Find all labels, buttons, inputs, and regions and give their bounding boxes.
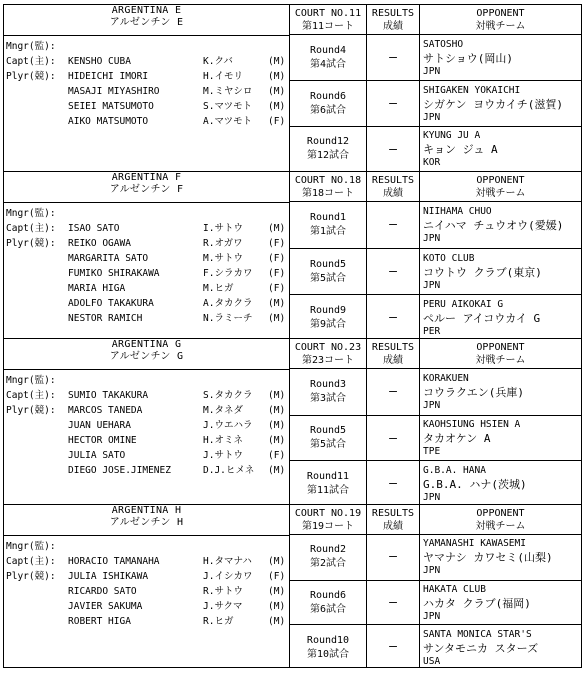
player-name-kana: D.J.ヒメネ xyxy=(203,465,255,476)
opponent-cell xyxy=(420,460,581,506)
results-header xyxy=(367,505,419,535)
court-column xyxy=(290,172,367,339)
player-name: KENSHO CUBA xyxy=(68,56,131,67)
opponent-name-jp: キョン ジュ A xyxy=(423,143,498,157)
player-name: MARCOS TANEDA xyxy=(68,405,143,416)
team-roster xyxy=(4,339,290,505)
player-row xyxy=(6,418,288,433)
opponent-name-jp: ヤマナシ カワセミ(山梨) xyxy=(423,551,553,565)
opponent-header xyxy=(420,5,581,35)
player-sex: (M) xyxy=(268,465,286,476)
opponent-name: YAMANASHI KAWASEMI xyxy=(423,538,526,550)
player-row xyxy=(6,373,288,388)
opponent-name-jp: コウラクエン(兵庫) xyxy=(423,385,525,399)
opponent-name: KORAKUEN xyxy=(423,372,469,384)
player-sex: (F) xyxy=(268,268,286,279)
round-label: Round10 xyxy=(306,634,350,646)
opponent-header xyxy=(420,172,581,202)
opponent-name-jp: G.B.A. ハナ(茨城) xyxy=(423,478,527,492)
player-name-kana: N.ラミーチ xyxy=(203,313,253,324)
court-column xyxy=(290,5,367,171)
player-role: Capt(主): xyxy=(6,556,56,567)
player-name-kana: M.ミヤシロ xyxy=(203,86,253,97)
opponent-country: JPN xyxy=(423,565,441,577)
results-header xyxy=(367,5,419,35)
results-label: RESULTS xyxy=(371,175,415,186)
player-name-kana: J.イシカワ xyxy=(203,571,253,582)
match-result: — xyxy=(389,549,397,564)
match-round xyxy=(290,580,366,625)
opponent-label: OPPONENT xyxy=(476,342,525,353)
court-number: COURT NO.18 xyxy=(294,175,362,186)
court-number-jp: 第23コート xyxy=(301,355,355,366)
opponent-label-jp: 対戦チーム xyxy=(475,521,526,532)
player-role: Mngr(監): xyxy=(6,208,56,219)
player-name: AIKO MATSUMOTO xyxy=(68,116,149,127)
player-name-kana: R.ヒガ xyxy=(203,616,234,627)
opponent-cell xyxy=(420,369,581,415)
player-name: NESTOR RAMICH xyxy=(68,313,143,324)
opponent-name: SANTA MONICA STAR'S xyxy=(423,628,532,640)
player-sex: (M) xyxy=(268,435,286,446)
opponent-column xyxy=(420,5,581,171)
round-label: Round6 xyxy=(309,589,347,601)
player-sex: (M) xyxy=(268,298,286,309)
player-row xyxy=(6,84,288,99)
match-result: — xyxy=(367,294,419,340)
player-list xyxy=(6,539,288,629)
player-name-kana: M.ヒガ xyxy=(203,283,234,294)
opponent-country: JPN xyxy=(423,111,441,123)
player-role: Plyr(競): xyxy=(6,405,56,416)
opponent-name-jp: サトショウ(岡山) xyxy=(423,51,514,65)
player-sex: (M) xyxy=(268,71,286,82)
results-label: RESULTS xyxy=(371,342,415,353)
team-block xyxy=(4,171,581,339)
results-column xyxy=(367,505,420,668)
opponent-name: PERU AIKOKAI G xyxy=(423,299,504,310)
round-label-jp: 第5試合 xyxy=(309,439,347,451)
opponent-label-jp: 対戦チーム xyxy=(475,188,526,199)
round-label: Round1 xyxy=(309,212,347,223)
player-role: Mngr(監): xyxy=(6,375,56,386)
player-sex: (M) xyxy=(268,56,286,67)
opponent-label: OPPONENT xyxy=(476,175,525,186)
opponent-country: PER xyxy=(423,326,441,337)
court-number: COURT NO.23 xyxy=(294,342,362,353)
match-result: — xyxy=(367,624,419,669)
results-label: RESULTS xyxy=(371,8,415,19)
player-sex: (M) xyxy=(268,616,286,627)
team-block xyxy=(4,338,581,505)
player-sex: (F) xyxy=(268,450,286,461)
opponent-name: KOTO CLUB xyxy=(423,253,475,264)
opponent-country: USA xyxy=(423,655,441,667)
player-name-kana: A.マツモト xyxy=(203,116,253,127)
opponent-cell xyxy=(420,80,581,125)
match-round xyxy=(290,460,366,506)
results-label-jp: 成績 xyxy=(383,188,403,199)
match-result: — xyxy=(389,217,397,232)
player-row xyxy=(6,114,288,129)
player-row xyxy=(6,221,288,236)
player-row xyxy=(6,99,288,114)
match-result: — xyxy=(367,126,419,171)
opponent-name-jp: サンタモニカ スターズ xyxy=(423,641,539,655)
team-name-jp: アルゼンチン F xyxy=(109,184,184,195)
player-row xyxy=(6,599,288,614)
player-row xyxy=(6,539,288,554)
player-list xyxy=(6,206,288,326)
player-row xyxy=(6,69,288,84)
round-label: Round4 xyxy=(309,44,347,56)
opponent-column xyxy=(420,505,581,668)
player-list xyxy=(6,373,288,478)
court-column xyxy=(290,339,367,505)
opponent-label: OPPONENT xyxy=(476,8,525,19)
opponent-name: HAKATA CLUB xyxy=(423,583,486,595)
match-result: — xyxy=(367,460,419,506)
round-label-jp: 第11試合 xyxy=(306,485,350,497)
round-label: Round3 xyxy=(309,378,347,390)
match-round xyxy=(290,202,366,248)
match-round xyxy=(290,369,366,415)
player-row xyxy=(6,614,288,629)
results-header xyxy=(367,172,419,202)
player-name: RICARDO SATO xyxy=(68,586,137,597)
player-name: ADOLFO TAKAKURA xyxy=(68,298,154,309)
round-label-jp: 第5試合 xyxy=(309,273,347,284)
opponent-country: TPE xyxy=(423,446,441,458)
player-name-kana: J.ウエハラ xyxy=(203,420,253,431)
opponent-country: JPN xyxy=(423,492,441,504)
player-name-kana: J.サトウ xyxy=(203,450,243,461)
opponent-name-jp: ニイハマ チュウオウ(愛媛) xyxy=(423,219,564,232)
opponent-name-jp: タカオケン A xyxy=(423,432,491,446)
player-name: REIKO OGAWA xyxy=(68,238,131,249)
player-name-kana: M.サトウ xyxy=(203,253,243,264)
team-name-en: ARGENTINA E xyxy=(111,5,182,16)
opponent-name-jp: コウトウ クラブ(東京) xyxy=(423,266,542,279)
opponent-country: JPN xyxy=(423,399,441,411)
team-name-jp: アルゼンチン H xyxy=(109,517,184,528)
player-sex: (M) xyxy=(268,405,286,416)
round-label: Round5 xyxy=(309,425,347,437)
player-name-kana: J.サクマ xyxy=(203,601,243,612)
round-label: Round12 xyxy=(306,136,350,148)
court-header xyxy=(290,172,366,202)
divider xyxy=(4,535,289,536)
player-name: MARGARITA SATO xyxy=(68,253,149,264)
match-result: — xyxy=(367,415,419,461)
player-row xyxy=(6,54,288,69)
player-sex: (M) xyxy=(268,101,286,112)
round-label-jp: 第10試合 xyxy=(306,648,350,660)
opponent-cell xyxy=(420,126,581,171)
player-sex: (M) xyxy=(268,586,286,597)
opponent-cell xyxy=(420,415,581,461)
player-role: Plyr(競): xyxy=(6,571,56,582)
opponent-label: OPPONENT xyxy=(476,508,525,519)
opponent-cell xyxy=(420,624,581,669)
player-name-kana: F.シラカワ xyxy=(203,268,253,279)
round-label-jp: 第9試合 xyxy=(309,319,347,330)
player-name-kana: A.タカクラ xyxy=(203,298,253,309)
opponent-cell xyxy=(420,294,581,340)
opponent-cell xyxy=(420,535,581,580)
player-role: Capt(主): xyxy=(6,390,56,401)
player-row xyxy=(6,448,288,463)
player-role: Plyr(競): xyxy=(6,238,56,249)
results-column xyxy=(367,5,420,171)
court-number-jp: 第18コート xyxy=(301,188,355,199)
player-row xyxy=(6,388,288,403)
player-name: JULIA ISHIKAWA xyxy=(68,571,149,582)
player-name: HECTOR OMINE xyxy=(68,435,137,446)
team-block xyxy=(4,504,581,668)
schedule-sheet xyxy=(3,4,582,668)
player-row xyxy=(6,281,288,296)
player-name: FUMIKO SHIRAKAWA xyxy=(68,268,160,279)
court-column xyxy=(290,505,367,668)
round-label-jp: 第1試合 xyxy=(309,226,347,237)
match-result: — xyxy=(389,384,397,399)
player-row xyxy=(6,266,288,281)
match-round xyxy=(290,535,366,580)
round-label: Round9 xyxy=(309,305,347,316)
divider xyxy=(4,35,289,36)
round-label-jp: 第6試合 xyxy=(309,603,347,615)
player-name: ISAO SATO xyxy=(68,223,120,234)
opponent-name: KYUNG JU A xyxy=(423,130,481,142)
team-title xyxy=(4,5,289,29)
player-row xyxy=(6,554,288,569)
round-label: Round11 xyxy=(306,471,350,483)
player-name: DIEGO JOSE.JIMENEZ xyxy=(68,465,171,476)
player-role: Capt(主): xyxy=(6,56,56,67)
match-result: — xyxy=(367,80,419,125)
player-row xyxy=(6,39,288,54)
results-label-jp: 成績 xyxy=(383,21,403,32)
player-role: Plyr(競): xyxy=(6,71,56,82)
player-row xyxy=(6,251,288,266)
opponent-label-jp: 対戦チーム xyxy=(475,21,526,32)
divider xyxy=(4,202,289,203)
player-row xyxy=(6,569,288,584)
round-label: Round5 xyxy=(309,259,347,270)
round-label: Round6 xyxy=(309,90,347,102)
court-header xyxy=(290,505,366,535)
opponent-name: NIIHAMA CHUO xyxy=(423,206,492,217)
player-name: JULIA SATO xyxy=(68,450,126,461)
match-round xyxy=(290,248,366,294)
player-role: Mngr(監): xyxy=(6,41,56,52)
player-name-kana: R.サトウ xyxy=(203,586,243,597)
player-name: MASAJI MIYASHIRO xyxy=(68,86,160,97)
player-name: SUMIO TAKAKURA xyxy=(68,390,149,401)
team-name-en: ARGENTINA H xyxy=(111,505,182,516)
opponent-name: KAOHSIUNG HSIEN A xyxy=(423,419,521,431)
player-row xyxy=(6,311,288,326)
opponent-country: JPN xyxy=(423,280,441,291)
player-name-kana: K.クバ xyxy=(203,56,233,67)
match-result: — xyxy=(367,248,419,294)
player-name: JAVIER SAKUMA xyxy=(68,601,143,612)
opponent-country: JPN xyxy=(423,233,441,244)
opponent-name: G.B.A. HANA xyxy=(423,465,486,477)
player-row xyxy=(6,236,288,251)
player-row xyxy=(6,296,288,311)
opponent-name-jp: シガケン ヨウカイチ(滋賀) xyxy=(423,97,563,111)
player-row xyxy=(6,463,288,478)
round-label-jp: 第3試合 xyxy=(309,392,347,404)
opponent-cell xyxy=(420,35,581,80)
results-column xyxy=(367,339,420,505)
player-sex: (F) xyxy=(268,283,286,294)
player-sex: (F) xyxy=(268,571,286,582)
team-roster xyxy=(4,505,290,668)
results-label: RESULTS xyxy=(371,508,415,519)
match-round xyxy=(290,35,366,80)
player-role: Mngr(監): xyxy=(6,541,56,552)
court-header xyxy=(290,339,366,369)
player-sex: (M) xyxy=(268,390,286,401)
player-sex: (M) xyxy=(268,86,286,97)
player-name: MARIA HIGA xyxy=(68,283,126,294)
team-title xyxy=(4,172,289,196)
player-row xyxy=(6,433,288,448)
court-number-jp: 第11コート xyxy=(301,21,355,32)
player-name: SEIEI MATSUMOTO xyxy=(68,101,154,112)
player-sex: (M) xyxy=(268,601,286,612)
opponent-label-jp: 対戦チーム xyxy=(475,355,526,366)
match-round xyxy=(290,294,366,340)
opponent-name: SATOSHO xyxy=(423,38,464,50)
team-roster xyxy=(4,5,290,171)
player-role: Capt(主): xyxy=(6,223,56,234)
match-round xyxy=(290,415,366,461)
divider xyxy=(4,369,289,370)
player-name: ROBERT HIGA xyxy=(68,616,131,627)
round-label-jp: 第6試合 xyxy=(309,104,347,116)
team-roster xyxy=(4,172,290,339)
player-name-kana: S.タカクラ xyxy=(203,390,253,401)
team-block xyxy=(4,5,581,171)
opponent-column xyxy=(420,339,581,505)
player-list xyxy=(6,39,288,129)
opponent-cell xyxy=(420,580,581,625)
match-round xyxy=(290,624,366,669)
court-header xyxy=(290,5,366,35)
player-name: HIDEICHI IMORI xyxy=(68,71,149,82)
player-row xyxy=(6,206,288,221)
court-number: COURT NO.11 xyxy=(294,8,362,19)
player-row xyxy=(6,403,288,418)
results-label-jp: 成績 xyxy=(383,355,403,366)
opponent-name-jp: ハカタ クラブ(福岡) xyxy=(423,596,531,610)
opponent-country: JPN xyxy=(423,610,441,622)
round-label-jp: 第4試合 xyxy=(309,58,347,70)
player-name-kana: M.タネダ xyxy=(203,405,243,416)
player-name: JUAN UEHARA xyxy=(68,420,131,431)
opponent-column xyxy=(420,172,581,339)
team-name-en: ARGENTINA F xyxy=(111,172,182,183)
opponent-country: JPN xyxy=(423,65,441,77)
court-number: COURT NO.19 xyxy=(294,508,362,519)
player-sex: (M) xyxy=(268,556,286,567)
round-label-jp: 第12試合 xyxy=(306,150,350,162)
player-sex: (M) xyxy=(268,420,286,431)
player-sex: (M) xyxy=(268,313,286,324)
opponent-cell xyxy=(420,248,581,294)
round-label: Round2 xyxy=(309,544,347,556)
team-name-jp: アルゼンチン G xyxy=(109,351,184,362)
player-name-kana: R.オガワ xyxy=(203,238,243,249)
player-sex: (M) xyxy=(268,223,286,234)
opponent-header xyxy=(420,339,581,369)
opponent-name: SHIGAKEN YOKAICHI xyxy=(423,84,521,96)
court-number-jp: 第19コート xyxy=(301,521,355,532)
player-sex: (F) xyxy=(268,116,286,127)
opponent-country: KOR xyxy=(423,157,441,169)
player-name-kana: H.タマナハ xyxy=(203,556,252,567)
player-name-kana: H.イモリ xyxy=(203,71,243,82)
team-name-en: ARGENTINA G xyxy=(111,339,182,350)
match-round xyxy=(290,126,366,171)
team-title xyxy=(4,505,289,529)
team-name-jp: アルゼンチン E xyxy=(109,17,184,28)
player-sex: (F) xyxy=(268,253,286,264)
player-row xyxy=(6,584,288,599)
team-title xyxy=(4,339,289,363)
results-column xyxy=(367,172,420,339)
player-name: HORACIO TAMANAHA xyxy=(68,556,160,567)
round-label-jp: 第2試合 xyxy=(309,558,347,570)
player-name-kana: S.マツモト xyxy=(203,101,253,112)
match-result: — xyxy=(367,580,419,625)
results-label-jp: 成績 xyxy=(383,521,403,532)
match-round xyxy=(290,80,366,125)
player-name-kana: I.サトウ xyxy=(203,223,243,234)
player-sex: (F) xyxy=(268,238,286,249)
opponent-header xyxy=(420,505,581,535)
opponent-name-jp: ペルー アイコウカイ G xyxy=(423,312,541,325)
opponent-cell xyxy=(420,202,581,248)
player-name-kana: H.オミネ xyxy=(203,435,243,446)
match-result: — xyxy=(389,50,397,65)
results-header xyxy=(367,339,419,369)
